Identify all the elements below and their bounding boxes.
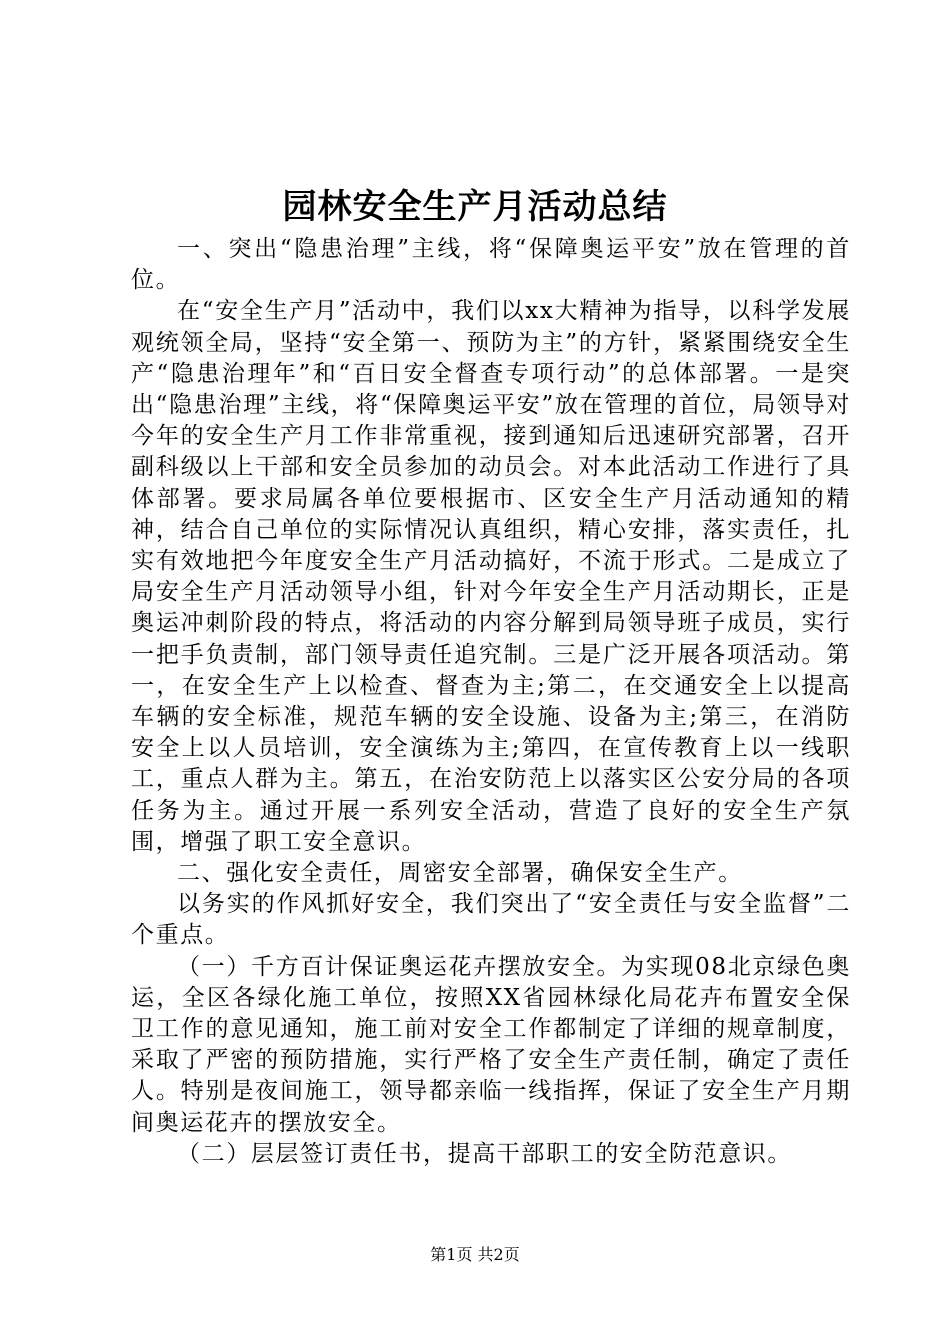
paragraph-section-one-heading: 一、突出“隐患治理”主线，将“保障奥运平安”放在管理的首位。: [131, 236, 851, 294]
paragraph-subsection-two: （二）层层签订责任书，提高干部职工的安全防范意识。: [177, 1140, 792, 1167]
paragraph-subsection-one: （一）千方百计保证奥运花卉摆放安全。为实现08北京绿色奥运，全区各绿化施工单位，按照XX省园林绿化局花卉布置安全保卫工作的意见通知，施工前对安全工作都制定了详细的规章制度，采取了严密的预防措施，实行严格了安全生产责任制，确定了责任人。特别是夜间施工，领导都亲临一线指挥，保证了安全生产月期间奥运花卉的摆放安全。: [131, 953, 851, 1136]
document-title: 园林安全生产月活动总结: [282, 187, 668, 227]
paragraph-section-two-heading: 二、强化安全责任，周密安全部署，确保安全生产。: [177, 860, 743, 887]
document-body: [131, 234, 851, 1170]
page-number-footer: 第1页 共2页: [430, 1245, 520, 1264]
paragraph-section-two-intro: 以务实的作风抓好安全，我们突出了“安全责任与安全监督”二个重点。: [131, 891, 851, 949]
paragraph-section-one-body: 在“安全生产月”活动中，我们以xx大精神为指导，以科学发展观统领全局，坚持“安全第一、预防为主”的方针，紧紧围绕安全生产“隐患治理年”和“百日安全督查专项行动”的总体部署。一是突出“隐患治理”主线，将“保障奥运平安”放在管理的首位，局领导对今年的安全生产月工作非常重视，接到通知后迅速研究部署，召开副科级以上干部和安全员参加的动员会。对本此活动工作进行了具体部署。要求局属各单位要根据市、区安全生产月活动通知的精神，结合自己单位的实际情况认真组织，精心安排，落实责任，扎实有效地把今年度安全生产月活动搞好，不流于形式。二是成立了局安全生产月活动领导小组，针对今年安全生产月活动期长，正是奥运冲刺阶段的特点，将活动的内容分解到局领导班子成员，实行一把手负责制，部门领导责任追究制。三是广泛开展各项活动。第一，在安全生产上以检查、督查为主;第二，在交通安全上以提高车辆的安全标准，规范车辆的安全设施、设备为主;第三，在消防安全上以人员培训，安全演练为主;第四，在宣传教育上以一线职工，重点人群为主。第五，在治安防范上以落实区公安分局的各项任务为主。通过开展一系列安全活动，营造了良好的安全生产氛围，增强了职工安全意识。: [131, 298, 851, 855]
